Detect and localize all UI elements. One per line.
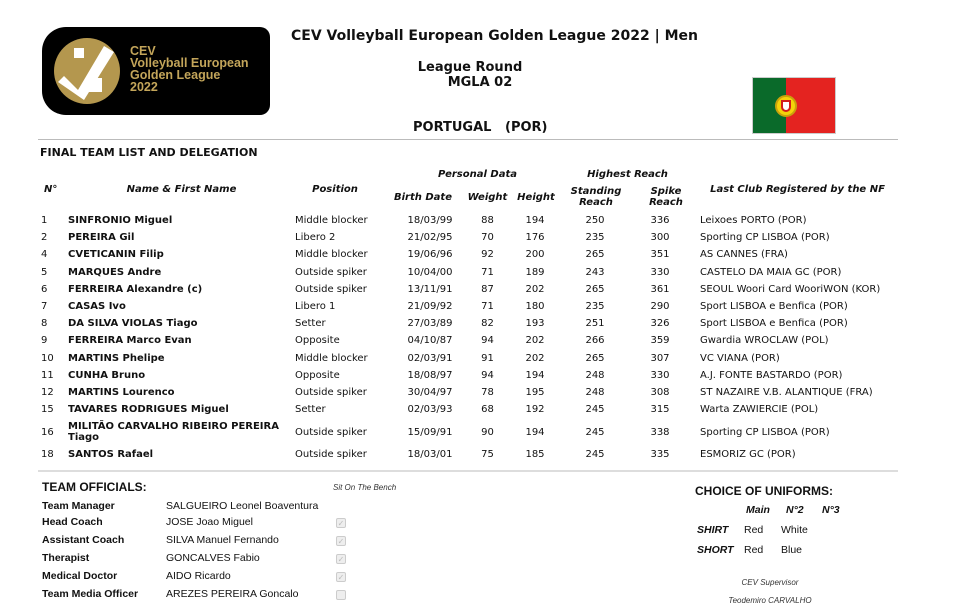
player-number: 8 [41,318,48,330]
player-club: Warta ZAWIERCIE (POL) [700,404,819,416]
player-number: 18 [41,449,54,461]
player-height: 202 [525,283,545,295]
player-position: Outside spiker [295,426,367,438]
player-standing-reach: 235 [585,301,605,313]
uniform-col-main: Main [746,504,770,516]
document-title: CEV Volleyball European Golden League 2022 | Men [291,28,698,44]
player-weight: 82 [481,318,494,330]
player-standing-reach: 245 [585,449,605,461]
player-name: MILITÃO CARVALHO RIBEIRO PEREIRA Tiago [68,421,279,444]
player-name: FERREIRA Marco Evan [68,335,192,347]
player-number: 2 [41,232,48,244]
player-number: 11 [41,369,54,381]
player-position: Middle blocker [295,352,368,364]
official-role: Therapist [42,552,90,564]
player-position: Outside spiker [295,386,367,398]
col-birth: Birth Date [394,192,452,203]
player-height: 202 [525,352,545,364]
player-weight: 70 [481,232,494,244]
player-position: Outside spiker [295,449,367,461]
player-number: 12 [41,386,54,398]
player-birth-date: 18/08/97 [407,369,453,381]
player-name: DA SILVA VIOLAS Tiago [68,318,198,330]
player-spike-reach: 361 [650,283,670,295]
bench-label: Sit On The Bench [333,483,397,492]
player-position: Setter [295,318,326,330]
player-position: Setter [295,404,326,416]
player-name: MARQUES Andre [68,266,162,278]
player-position: Outside spiker [295,266,367,278]
player-club: Gwardia WROCLAW (POL) [700,335,829,347]
player-club: A.J. FONTE BASTARDO (POR) [700,369,843,381]
player-birth-date: 04/10/87 [407,335,453,347]
col-personal-data: Personal Data [438,169,517,180]
col-club: Last Club Registered by the NF [710,184,885,195]
player-birth-date: 21/02/95 [407,232,453,244]
player-birth-date: 21/09/92 [407,301,453,313]
shirt-main: Red [744,524,764,536]
player-row [38,384,880,401]
player-weight: 94 [481,369,494,381]
player-standing-reach: 265 [585,352,605,364]
short-n2: Blue [781,544,803,556]
player-number: 15 [41,404,54,416]
player-club: Leixoes PORTO (POR) [700,215,807,227]
player-standing-reach: 265 [585,283,605,295]
portugal-flag-icon [752,77,836,134]
player-position: Middle blocker [295,249,368,261]
player-standing-reach: 251 [585,318,605,330]
bench-checkbox[interactable]: ✓ [337,555,345,564]
player-weight: 75 [481,449,494,461]
col-highest-reach: Highest Reach [587,169,668,180]
player-weight: 71 [481,266,494,278]
player-spike-reach: 335 [650,449,670,461]
player-standing-reach: 250 [585,215,605,227]
player-spike-reach: 338 [650,426,670,438]
player-standing-reach: 245 [585,426,605,438]
player-standing-reach: 266 [585,335,605,347]
player-standing-reach: 245 [585,404,605,416]
player-birth-date: 02/03/91 [407,352,453,364]
bench-checkbox[interactable]: ✓ [337,537,345,546]
player-spike-reach: 330 [650,266,670,278]
player-spike-reach: 359 [650,335,670,347]
player-weight: 68 [481,404,494,416]
player-position: Libero 2 [295,232,336,244]
player-spike-reach: 315 [650,404,670,416]
player-height: 202 [525,335,545,347]
player-name: CVETICANIN Filip [68,249,164,261]
team-country: PORTUGAL (POR) [413,120,548,135]
divider [38,139,898,140]
official-name: JOSE Joao Miguel [166,516,253,528]
short-label: SHORT [697,544,734,556]
player-number: 6 [41,283,48,295]
official-name: SALGUEIRO Leonel Boaventura [166,500,319,512]
player-row [38,212,880,229]
uniforms-title: CHOICE OF UNIFORMS: [695,484,833,498]
player-weight: 90 [481,426,494,438]
col-standing: Standing Reach [570,186,622,208]
player-name: MARTINS Phelipe [68,352,165,364]
player-birth-date: 30/04/97 [407,386,453,398]
col-no: N° [44,184,58,195]
bench-checkbox[interactable] [336,590,346,600]
player-height: 192 [525,404,545,416]
uniform-col-n2: N°2 [786,504,804,516]
uniform-col-n3: N°3 [822,504,840,516]
shirt-n2: White [781,524,808,536]
player-weight: 71 [481,301,494,313]
official-name: AREZES PEREIRA Goncalo [166,588,299,600]
player-birth-date: 15/09/91 [407,426,453,438]
official-role: Assistant Coach [42,534,125,546]
player-spike-reach: 336 [650,215,670,227]
player-position: Outside spiker [295,283,367,295]
player-weight: 91 [481,352,494,364]
officials-title: TEAM OFFICIALS: [42,480,147,494]
player-weight: 92 [481,249,494,261]
player-spike-reach: 326 [650,318,670,330]
player-number: 5 [41,266,48,278]
player-height: 194 [525,426,545,438]
player-row [38,264,880,281]
player-name: CASAS Ivo [68,301,126,313]
official-role: Medical Doctor [42,570,118,582]
player-standing-reach: 248 [585,369,605,381]
cev-logo [42,27,270,115]
player-club: Sport LISBOA e Benfica (POR) [700,318,848,330]
player-standing-reach: 243 [585,266,605,278]
player-name: SANTOS Rafael [68,449,154,461]
players-table [38,212,880,463]
player-club: Sport LISBOA e Benfica (POR) [700,301,848,313]
section-title: FINAL TEAM LIST AND DELEGATION [40,146,258,159]
col-name: Name & First Name [126,184,237,195]
player-position: Libero 1 [295,301,336,313]
supervisor-label: CEV Supervisor [741,578,799,587]
player-row [38,367,880,384]
player-birth-date: 02/03/93 [407,404,453,416]
player-spike-reach: 290 [650,301,670,313]
col-height: Height [517,192,555,203]
player-weight: 94 [481,335,494,347]
player-club: CASTELO DA MAIA GC (POR) [700,266,842,278]
player-club: VC VIANA (POR) [700,352,780,364]
player-height: 194 [525,215,545,227]
player-height: 193 [525,318,545,330]
player-height: 176 [525,232,545,244]
player-number: 1 [41,215,48,227]
player-birth-date: 27/03/89 [407,318,453,330]
player-height: 200 [525,249,545,261]
round-info: League Round MGLA 02 [417,60,523,90]
official-role: Team Manager [42,500,115,512]
col-spike: Spike Reach [649,186,683,208]
player-height: 185 [525,449,545,461]
player-number: 10 [41,352,54,364]
player-spike-reach: 308 [650,386,670,398]
player-club: ESMORIZ GC (POR) [700,449,796,461]
player-height: 180 [525,301,545,313]
player-weight: 87 [481,283,494,295]
player-club: AS CANNES (FRA) [700,249,788,261]
player-row [38,315,880,332]
player-number: 4 [41,249,48,261]
player-position: Opposite [295,369,340,381]
player-name: MARTINS Lourenco [68,386,175,398]
logo-emblem-icon [54,38,120,104]
player-height: 195 [525,386,545,398]
player-standing-reach: 265 [585,249,605,261]
player-spike-reach: 307 [650,352,670,364]
player-number: 9 [41,335,48,347]
player-birth-date: 18/03/01 [407,449,453,461]
official-role: Head Coach [42,516,103,528]
official-role: Team Media Officer [42,588,139,600]
player-row [38,350,880,367]
player-row [38,229,880,246]
logo-text: CEV Volleyball European Golden League 2022 [130,44,249,94]
player-row [38,332,880,349]
player-height: 189 [525,266,545,278]
player-birth-date: 13/11/91 [407,283,453,295]
player-position: Opposite [295,335,340,347]
short-main: Red [744,544,764,556]
player-club: Sporting CP LISBOA (POR) [700,426,830,438]
player-club: SEOUL Woori Card WooriWON (KOR) [700,283,881,295]
player-spike-reach: 351 [650,249,670,261]
player-number: 16 [41,426,54,438]
bench-checkbox[interactable]: ✓ [337,573,345,582]
player-name: CUNHA Bruno [68,369,146,381]
player-club: Sporting CP LISBOA (POR) [700,232,830,244]
player-row [38,298,880,315]
player-row [38,446,880,463]
divider [38,470,898,472]
player-club: ST NAZAIRE V.B. ALANTIQUE (FRA) [700,386,873,398]
player-number: 7 [41,301,48,313]
player-row [38,281,880,298]
player-standing-reach: 248 [585,386,605,398]
player-weight: 78 [481,386,494,398]
player-spike-reach: 300 [650,232,670,244]
player-name: SINFRONIO Miguel [68,215,173,227]
official-name: GONCALVES Fabio [166,552,260,564]
player-row [38,418,880,446]
player-birth-date: 10/04/00 [407,266,453,278]
player-name: FERREIRA Alexandre (c) [68,283,203,295]
player-row [38,246,880,263]
player-height: 194 [525,369,545,381]
player-birth-date: 19/06/96 [407,249,453,261]
bench-checkbox[interactable]: ✓ [337,519,345,528]
player-position: Middle blocker [295,215,368,227]
official-name: SILVA Manuel Fernando [166,534,279,546]
player-weight: 88 [481,215,494,227]
shirt-label: SHIRT [697,524,729,536]
player-standing-reach: 235 [585,232,605,244]
player-name: PEREIRA Gil [68,232,135,244]
player-spike-reach: 330 [650,369,670,381]
supervisor-name: Teodemiro CARVALHO [728,596,812,605]
col-position: Position [312,184,358,195]
official-name: AIDO Ricardo [166,570,231,582]
player-row [38,401,880,418]
player-name: TAVARES RODRIGUES Miguel [68,404,229,416]
player-birth-date: 18/03/99 [407,215,453,227]
col-weight: Weight [467,192,508,203]
